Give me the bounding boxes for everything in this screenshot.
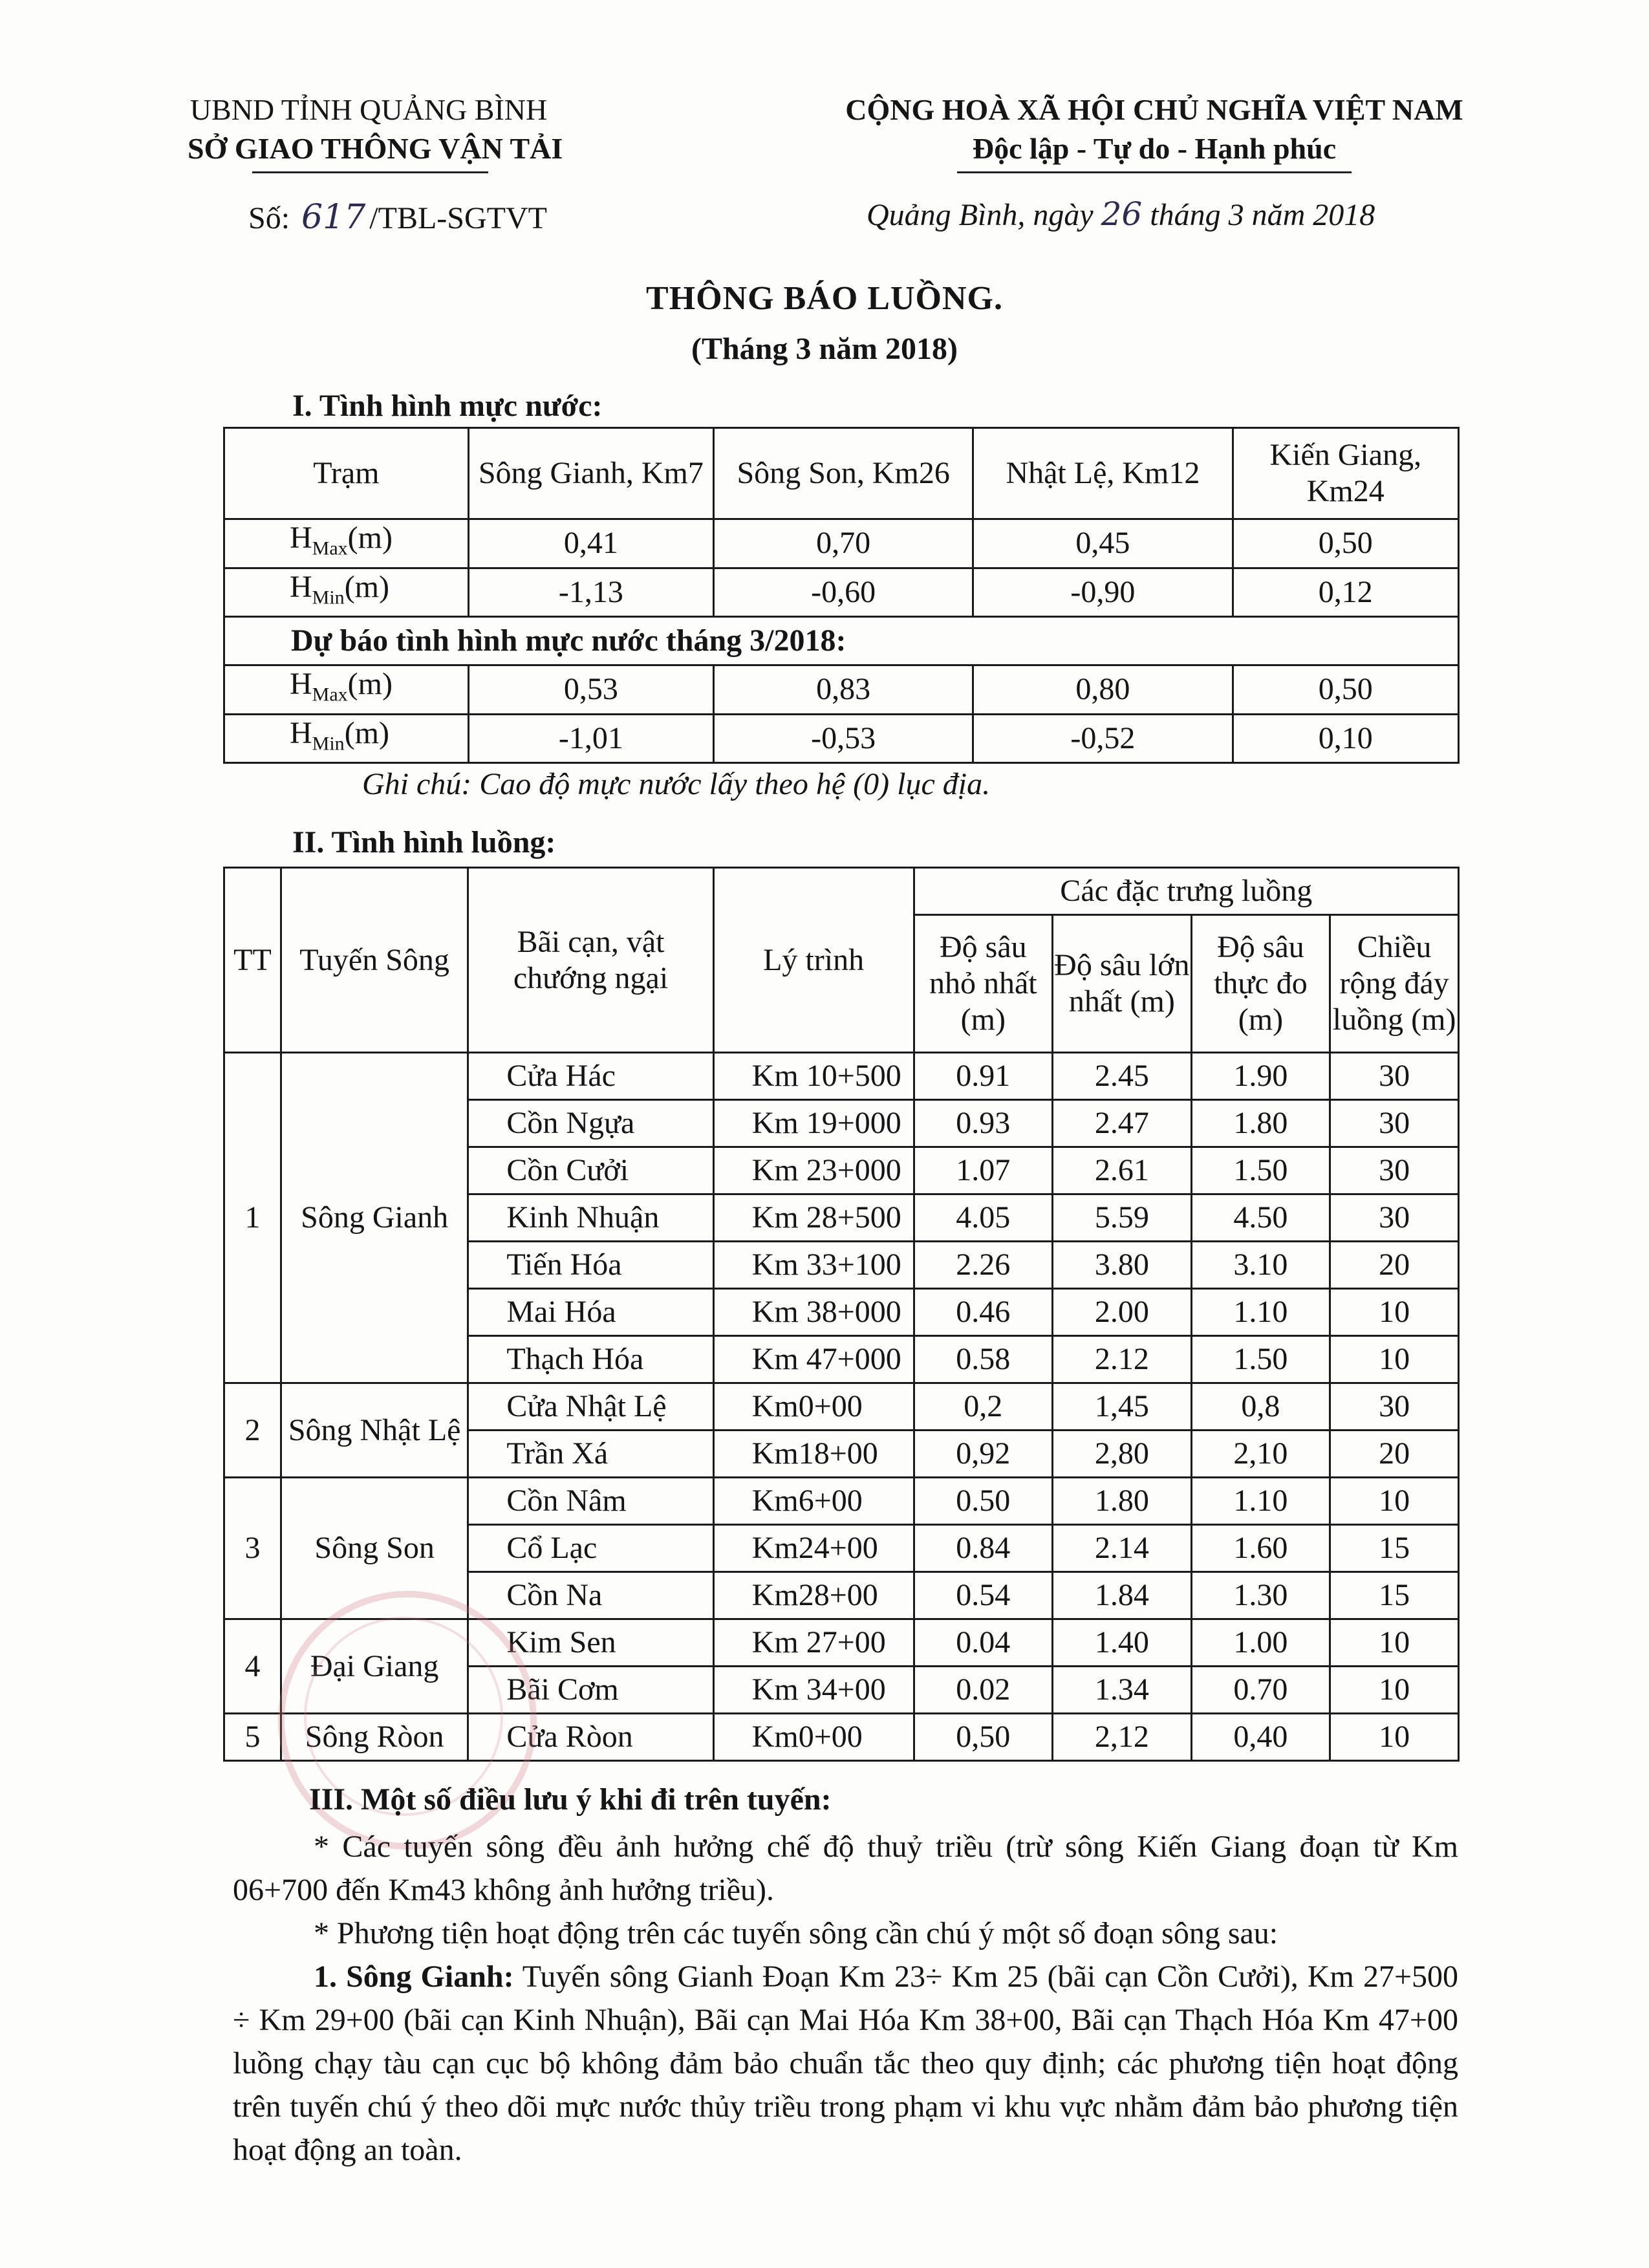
max-depth: 1.34: [1053, 1667, 1192, 1714]
max-depth: 2.00: [1053, 1289, 1192, 1336]
doc-no-handwritten: 617: [301, 198, 366, 237]
date-prefix: Quảng Bình, ngày: [867, 198, 1094, 232]
measured-depth: 1.10: [1191, 1478, 1330, 1525]
document-number: [248, 198, 547, 237]
min-depth: 0.02: [914, 1667, 1053, 1714]
section-3-body: [233, 1825, 1458, 2172]
chainage: Km18+00: [713, 1431, 914, 1478]
table-cell: 0,41: [468, 519, 713, 568]
bottom-width: 30: [1330, 1053, 1459, 1100]
section-3-heading: III. Một số điều lưu ý khi đi trên tuyến:: [309, 1782, 832, 1817]
shoal-name: Thạch Hóa: [468, 1336, 713, 1383]
forecast-heading: Dự báo tình hình mực nước tháng 3/2018:: [224, 617, 1459, 665]
national-motto: Độc lập - Tự do - Hạnh phúc: [972, 132, 1337, 165]
motto-underline: [957, 171, 1352, 173]
measured-depth: 1.10: [1191, 1289, 1330, 1336]
shoal-name: Cổ Lạc: [468, 1525, 713, 1572]
bottom-width: 15: [1330, 1572, 1459, 1619]
measured-depth: 0.70: [1191, 1667, 1330, 1714]
shoal-name: Cửa Ròon: [468, 1714, 713, 1761]
col-header-min-depth: Độ sâu nhỏ nhất (m): [914, 915, 1053, 1053]
measured-depth: 3.10: [1191, 1242, 1330, 1289]
doc-no-prefix: Số:: [248, 201, 290, 235]
table-cell: -0,52: [973, 714, 1233, 763]
forecast-hmax-row: [224, 665, 1459, 715]
measured-depth: 2,10: [1191, 1431, 1330, 1478]
route-name: Đại Giang: [281, 1619, 468, 1714]
chainage: Km28+00: [713, 1572, 914, 1619]
col-header-tt: TT: [224, 868, 281, 1053]
bottom-width: 10: [1330, 1619, 1459, 1667]
max-depth: 5.59: [1053, 1194, 1192, 1242]
country-name: CỘNG HOÀ XÃ HỘI CHỦ NGHĨA VIỆT NAM: [845, 93, 1463, 126]
table-cell: 0,83: [714, 665, 973, 715]
col-header-nhatle: Nhật Lệ, Km12: [973, 428, 1233, 519]
measured-depth: 1.50: [1191, 1147, 1330, 1194]
min-depth: 0.93: [914, 1100, 1053, 1147]
water-level-table: [223, 427, 1460, 764]
table-cell: 0,50: [1233, 519, 1458, 568]
min-depth: 0.04: [914, 1619, 1053, 1667]
min-depth: 0.91: [914, 1053, 1053, 1100]
bottom-width: 10: [1330, 1667, 1459, 1714]
note-paragraph-1: * Các tuyến sông đều ảnh hưởng chế độ thuỷ triều (trừ sông Kiến Giang đoạn từ Km 06+700 đến Km43 không ảnh hưởng triều).: [233, 1830, 1458, 1907]
table-cell: -1,13: [468, 568, 713, 617]
min-depth: 0.50: [914, 1478, 1053, 1525]
chainage: Km6+00: [713, 1478, 914, 1525]
hmax-label: $H_{Max}(m)$: [224, 665, 469, 715]
shoal-name: Cửa Nhật Lệ: [468, 1383, 713, 1431]
chainage: Km 10+500: [713, 1053, 914, 1100]
bottom-width: 10: [1330, 1289, 1459, 1336]
measured-depth: 1.50: [1191, 1336, 1330, 1383]
doc-no-suffix: /TBL-SGTVT: [369, 201, 547, 235]
bottom-width: 30: [1330, 1147, 1459, 1194]
note-paragraph-2: * Phương tiện hoạt động trên các tuyến sông cần chú ý một số đoạn sông sau:: [314, 1916, 1278, 1950]
water-level-header-row: [224, 428, 1459, 519]
col-header-gianh: Sông Gianh, Km7: [468, 428, 713, 519]
bottom-width: 20: [1330, 1242, 1459, 1289]
bottom-width: 30: [1330, 1383, 1459, 1431]
measured-depth: 1.30: [1191, 1572, 1330, 1619]
max-depth: 2.14: [1053, 1525, 1192, 1572]
hmax-label: $H_{Max}(m)$: [224, 519, 469, 568]
issuer-block: [188, 91, 563, 168]
min-depth: 0.58: [914, 1336, 1053, 1383]
shoal-name: Cồn Na: [468, 1572, 713, 1619]
table-cell: 0,45: [973, 519, 1233, 568]
route-name: Sông Ròon: [281, 1714, 468, 1761]
max-depth: 2,12: [1053, 1714, 1192, 1761]
max-depth: 2.61: [1053, 1147, 1192, 1194]
chainage: Km 28+500: [713, 1194, 914, 1242]
forecast-hmin-row: [224, 714, 1459, 763]
note-paragraph-3: [233, 1955, 1458, 2172]
chainage: Km0+00: [713, 1383, 914, 1431]
river-gianh-label: 1. Sông Gianh:: [314, 1960, 514, 1994]
max-depth: 2.45: [1053, 1053, 1192, 1100]
chainage: Km 27+00: [713, 1619, 914, 1667]
table-cell: 0,10: [1233, 714, 1458, 763]
bottom-width: 30: [1330, 1100, 1459, 1147]
measured-depth: 1.80: [1191, 1100, 1330, 1147]
chainage: Km24+00: [713, 1525, 914, 1572]
shoal-name: Tiến Hóa: [468, 1242, 713, 1289]
water-level-note: Ghi chú: Cao độ mực nước lấy theo hệ (0) lục địa.: [362, 767, 991, 801]
max-depth: 1.84: [1053, 1572, 1192, 1619]
min-depth: 0,2: [914, 1383, 1053, 1431]
measured-depth: 0,40: [1191, 1714, 1330, 1761]
shoal-name: Cồn Nâm: [468, 1478, 713, 1525]
bottom-width: 30: [1330, 1194, 1459, 1242]
min-depth: 0.84: [914, 1525, 1053, 1572]
measured-depth: 4.50: [1191, 1194, 1330, 1242]
bottom-width: 10: [1330, 1714, 1459, 1761]
col-header-width: Chiều rộng đáy luồng (m): [1330, 915, 1459, 1053]
chainage: Km 33+100: [713, 1242, 914, 1289]
shoal-name: Cồn Cưởi: [468, 1147, 713, 1194]
shoal-name: Cồn Ngựa: [468, 1100, 713, 1147]
river-gianh-text: Tuyến sông Gianh Đoạn Km 23÷ Km 25 (bãi cạn Cồn Cưởi), Km 27+500 ÷ Km 29+00 (bãi cạn Kinh Nhuận), Bãi cạn Mai Hóa Km 38+00, Bãi cạn Thạch Hóa Km 47+00 luồng chạy tàu cạn cục bộ không đảm bảo chuẩn tắc theo quy định; các phương tiện hoạt động trên tuyến chú ý theo dõi mực nước thủy triều trong phạm vi khu vực nhằm đảm bảo phương tiện hoạt động an toàn.: [233, 1960, 1459, 2167]
max-depth: 2.12: [1053, 1336, 1192, 1383]
min-depth: 0.46: [914, 1289, 1053, 1336]
table-cell: -0,53: [714, 714, 973, 763]
col-header-measured-depth: Độ sâu thực đo (m): [1191, 915, 1330, 1053]
route-number: 3: [224, 1478, 281, 1619]
max-depth: 1.40: [1053, 1619, 1192, 1667]
hmax-row: [224, 519, 1459, 568]
col-header-kiengiang: Kiến Giang, Km24: [1233, 428, 1458, 519]
measured-depth: 0,8: [1191, 1383, 1330, 1431]
max-depth: 3.80: [1053, 1242, 1192, 1289]
measured-depth: 1.90: [1191, 1053, 1330, 1100]
shoal-name: Mai Hóa: [468, 1289, 713, 1336]
route-number: 4: [224, 1619, 281, 1714]
min-depth: 1.07: [914, 1147, 1053, 1194]
col-header-route: Tuyến Sông: [281, 868, 468, 1053]
measured-depth: 1.00: [1191, 1619, 1330, 1667]
table-cell: -1,01: [468, 714, 713, 763]
chainage: Km 19+000: [713, 1100, 914, 1147]
table-cell: 0,53: [468, 665, 713, 715]
shoal-name: Trần Xá: [468, 1431, 713, 1478]
col-header-station: Trạm: [224, 428, 469, 519]
table-cell: 0,12: [1233, 568, 1458, 617]
section-1-heading: I. Tình hình mực nước:: [292, 389, 603, 423]
col-header-channel-group: Các đặc trưng luồng: [914, 868, 1458, 915]
table-cell: 0,70: [714, 519, 973, 568]
col-header-max-depth: Độ sâu lớn nhất (m): [1053, 915, 1192, 1053]
measured-depth: 1.60: [1191, 1525, 1330, 1572]
max-depth: 2,80: [1053, 1431, 1192, 1478]
route-name: Sông Gianh: [281, 1053, 468, 1383]
min-depth: 0,50: [914, 1714, 1053, 1761]
shoal-name: Kinh Nhuận: [468, 1194, 713, 1242]
route-number: 5: [224, 1714, 281, 1761]
route-number: 1: [224, 1053, 281, 1383]
route-name: Sông Nhật Lệ: [281, 1383, 468, 1478]
channel-header-row-1: [224, 868, 1459, 915]
table-cell: -0,60: [714, 568, 973, 617]
shoal-name: Kim Sen: [468, 1619, 713, 1667]
date-suffix: tháng 3 năm 2018: [1150, 198, 1375, 232]
min-depth: 0.54: [914, 1572, 1053, 1619]
col-header-shoal: Bãi cạn, vật chướng ngại: [468, 868, 713, 1053]
min-depth: 0,92: [914, 1431, 1053, 1478]
issuer-underline: [252, 171, 488, 173]
section-2-heading: II. Tình hình luồng:: [292, 825, 556, 859]
table-cell: 0,80: [973, 665, 1233, 715]
chainage: Km 47+000: [713, 1336, 914, 1383]
document-subtitle: (Tháng 3 năm 2018): [691, 332, 958, 366]
min-depth: 2.26: [914, 1242, 1053, 1289]
chainage: Km 34+00: [713, 1667, 914, 1714]
national-heading: [802, 91, 1507, 168]
issuer-province: UBND TỈNH QUẢNG BÌNH: [189, 93, 548, 126]
shoal-name: Bãi Cơm: [468, 1667, 713, 1714]
route-number: 2: [224, 1383, 281, 1478]
date-day-handwritten: 26: [1101, 195, 1143, 233]
col-header-chainage: Lý trình: [713, 868, 914, 1053]
route-name: Sông Son: [281, 1478, 468, 1619]
shoal-name: Cửa Hác: [468, 1053, 713, 1100]
max-depth: 2.47: [1053, 1100, 1192, 1147]
forecast-heading-row: [224, 617, 1459, 665]
document-title: THÔNG BÁO LUỒNG.: [646, 280, 1003, 317]
bottom-width: 10: [1330, 1336, 1459, 1383]
min-depth: 4.05: [914, 1194, 1053, 1242]
table-row: [224, 1053, 1459, 1100]
table-cell: 0,50: [1233, 665, 1458, 715]
max-depth: 1.80: [1053, 1478, 1192, 1525]
bottom-width: 20: [1330, 1431, 1459, 1478]
max-depth: 1,45: [1053, 1383, 1192, 1431]
chainage: Km 38+000: [713, 1289, 914, 1336]
table-row: [224, 1383, 1459, 1431]
hmin-label: $H_{Min}(m)$: [224, 568, 469, 617]
date-line: [867, 195, 1481, 233]
chainage: Km0+00: [713, 1714, 914, 1761]
table-cell: -0,90: [973, 568, 1233, 617]
hmin-row: [224, 568, 1459, 617]
issuer-department: SỞ GIAO THÔNG VẬN TẢI: [188, 132, 563, 165]
chainage: Km 23+000: [713, 1147, 914, 1194]
bottom-width: 10: [1330, 1478, 1459, 1525]
col-header-son: Sông Son, Km26: [714, 428, 973, 519]
hmin-label: $H_{Min}(m)$: [224, 714, 469, 763]
bottom-width: 15: [1330, 1525, 1459, 1572]
table-row: [224, 1478, 1459, 1525]
